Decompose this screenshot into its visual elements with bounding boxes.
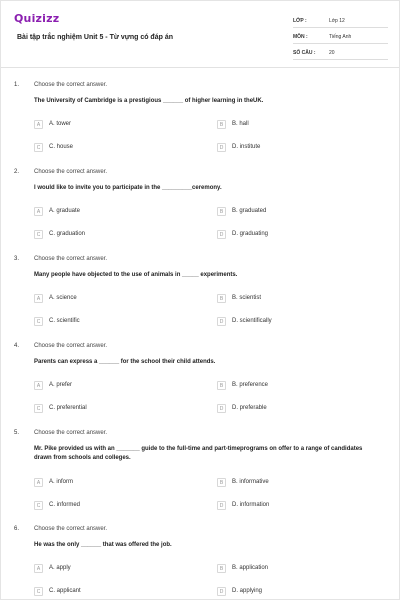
option-text: D. graduating xyxy=(232,231,269,237)
option-text: A. graduate xyxy=(49,208,81,214)
option-a[interactable] xyxy=(34,207,184,217)
option-key: A xyxy=(34,478,43,487)
option-text: A. inform xyxy=(49,479,74,485)
option-text: A. prefer xyxy=(49,382,73,388)
option-key: C xyxy=(34,230,43,239)
option-key: D xyxy=(217,404,226,413)
option-a[interactable] xyxy=(34,120,184,130)
option-a[interactable] xyxy=(34,564,184,574)
question-number: 2. xyxy=(14,169,20,175)
option-text: C. informed xyxy=(49,502,81,508)
option-d[interactable] xyxy=(217,230,367,240)
option-key: A xyxy=(34,564,43,573)
question-prompt: Choose the correct answer. xyxy=(34,169,108,175)
option-text: D. institute xyxy=(232,144,261,150)
option-key: B xyxy=(217,564,226,573)
question-stem: I would like to invite you to participate in the _________ceremony. xyxy=(34,185,222,191)
option-text: B. graduated xyxy=(232,208,267,214)
question-prompt: Choose the correct answer. xyxy=(34,430,108,436)
option-key: B xyxy=(217,207,226,216)
option-c[interactable] xyxy=(34,587,184,597)
option-key: D xyxy=(217,317,226,326)
meta-class xyxy=(293,14,388,28)
question-prompt: Choose the correct answer. xyxy=(34,82,108,88)
option-key: B xyxy=(217,478,226,487)
question-number: 6. xyxy=(14,526,20,532)
option-text: C. scientific xyxy=(49,318,80,324)
option-key: B xyxy=(217,294,226,303)
meta-label: LỚP : xyxy=(293,18,307,24)
option-text: A. tower xyxy=(49,121,72,127)
option-a[interactable] xyxy=(34,381,184,391)
option-b[interactable] xyxy=(217,207,367,217)
option-text: B. hall xyxy=(232,121,249,127)
worksheet-title: Bài tập trắc nghiệm Unit 5 - Từ vựng có đáp án xyxy=(17,34,173,41)
option-text: A. apply xyxy=(49,565,71,571)
option-text: D. applying xyxy=(232,588,263,594)
option-text: B. preference xyxy=(232,382,269,388)
question-stem: The University of Cambridge is a prestigious ______ of higher learning in theUK. xyxy=(34,98,264,104)
header-divider xyxy=(1,67,400,68)
option-text: D. scientifically xyxy=(232,318,272,324)
option-key: A xyxy=(34,294,43,303)
question-stem: Mr. Pike provided us with an _______ guide to the full-time and part-timeprograms on offer to a range of candidates drawn from schools and colleges. xyxy=(34,446,363,461)
option-text: C. preferential xyxy=(49,405,87,411)
option-c[interactable] xyxy=(34,317,184,327)
question-stem: Parents can express a ______ for the school their child attends. xyxy=(34,359,216,365)
option-d[interactable] xyxy=(217,143,367,153)
option-key: D xyxy=(217,501,226,510)
option-key: A xyxy=(34,207,43,216)
option-d[interactable] xyxy=(217,501,367,511)
meta-label: SỐ CÂU : xyxy=(293,50,316,56)
option-key: C xyxy=(34,404,43,413)
option-b[interactable] xyxy=(217,381,367,391)
option-text: C. applicant xyxy=(49,588,81,594)
option-text: A. science xyxy=(49,295,77,301)
option-text: C. house xyxy=(49,144,74,150)
question-prompt: Choose the correct answer. xyxy=(34,526,108,532)
option-text: B. scientist xyxy=(232,295,262,301)
question-number: 4. xyxy=(14,343,20,349)
option-key: A xyxy=(34,120,43,129)
option-text: C. graduation xyxy=(49,231,86,237)
option-b[interactable] xyxy=(217,294,367,304)
option-text: D. information xyxy=(232,502,270,508)
option-key: B xyxy=(217,120,226,129)
question-prompt: Choose the correct answer. xyxy=(34,256,108,262)
option-a[interactable] xyxy=(34,294,184,304)
option-key: C xyxy=(34,143,43,152)
option-key: C xyxy=(34,501,43,510)
option-c[interactable] xyxy=(34,404,184,414)
meta-subject xyxy=(293,30,388,44)
question-number: 5. xyxy=(14,430,20,436)
option-key: C xyxy=(34,587,43,596)
option-text: B. application xyxy=(232,565,269,571)
option-d[interactable] xyxy=(217,587,367,597)
meta-label: MÔN : xyxy=(293,34,308,40)
option-b[interactable] xyxy=(217,564,367,574)
meta-question-count xyxy=(293,46,388,60)
option-b[interactable] xyxy=(217,478,367,488)
option-c[interactable] xyxy=(34,143,184,153)
quizizz-logo: Quizizz xyxy=(14,12,60,25)
option-key: D xyxy=(217,143,226,152)
option-key: C xyxy=(34,317,43,326)
question-stem: Many people have objected to the use of animals in _____ experiments. xyxy=(34,272,238,278)
option-a[interactable] xyxy=(34,478,184,488)
option-d[interactable] xyxy=(217,404,367,414)
option-c[interactable] xyxy=(34,501,184,511)
meta-value: Tiếng Anh xyxy=(329,34,352,40)
question-number: 1. xyxy=(14,82,20,88)
option-text: B. informative xyxy=(232,479,269,485)
question-stem: He was the only ______ that was offered the job. xyxy=(34,542,172,548)
option-key: D xyxy=(217,230,226,239)
meta-value: 20 xyxy=(329,50,335,56)
meta-value: Lớp 12 xyxy=(329,18,345,24)
option-key: B xyxy=(217,381,226,390)
option-c[interactable] xyxy=(34,230,184,240)
option-text: D. preferable xyxy=(232,405,267,411)
option-b[interactable] xyxy=(217,120,367,130)
option-key: A xyxy=(34,381,43,390)
question-prompt: Choose the correct answer. xyxy=(34,343,108,349)
option-d[interactable] xyxy=(217,317,367,327)
option-key: D xyxy=(217,587,226,596)
question-number: 3. xyxy=(14,256,20,262)
